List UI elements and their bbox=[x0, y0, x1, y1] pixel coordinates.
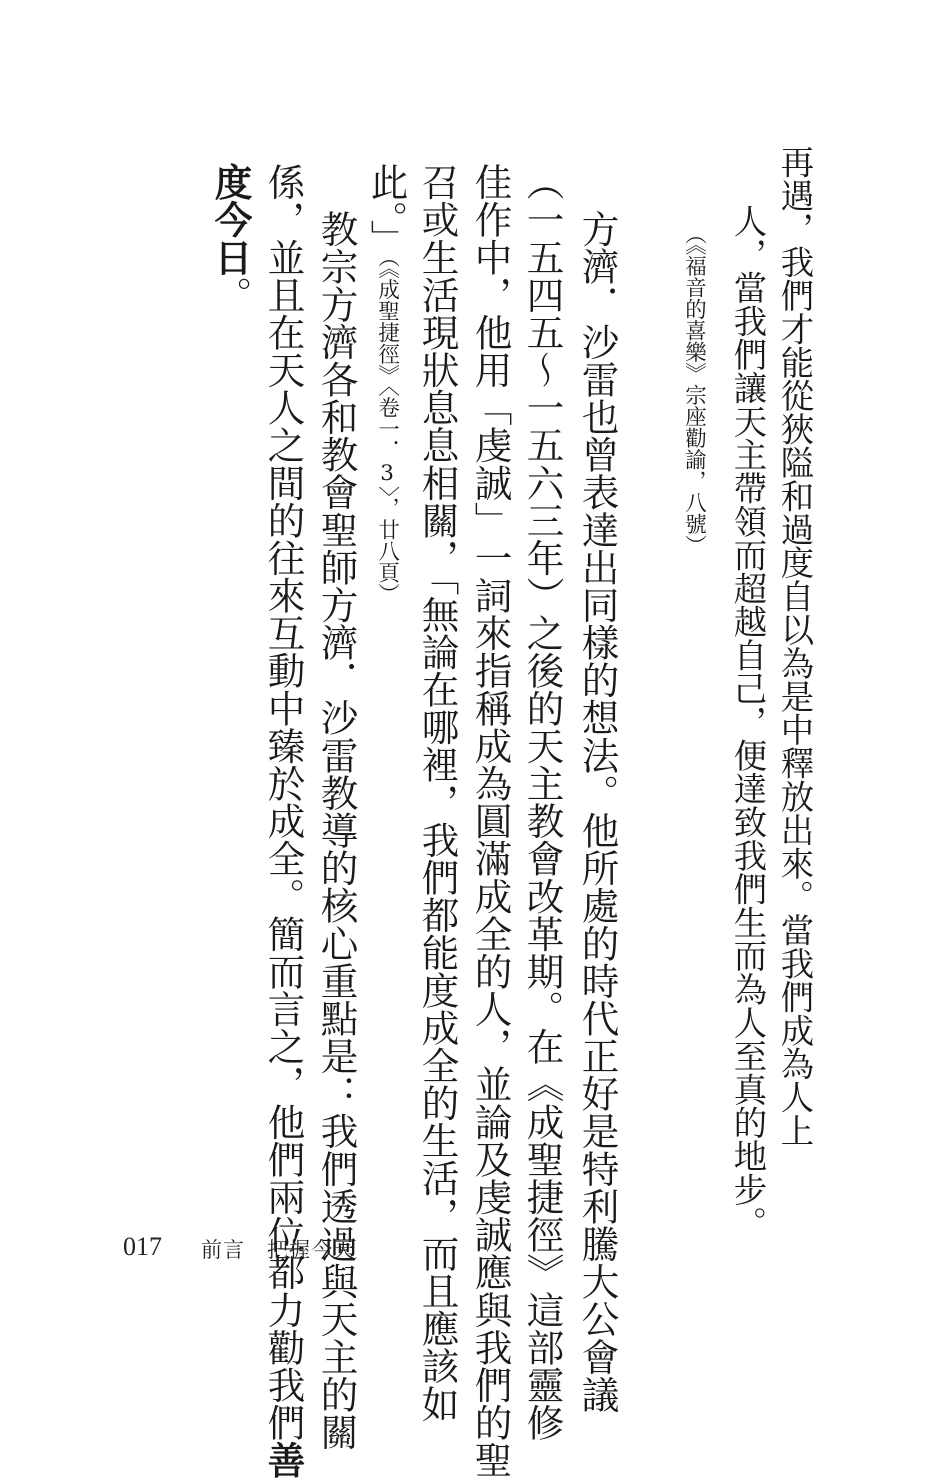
quote-citation: （《福音的喜樂》宗座勸諭，八號） bbox=[681, 223, 707, 557]
paragraph1-line-5 bbox=[364, 163, 409, 605]
paragraph1-line-1: 方濟．沙雷也曾表達出同樣的想法。他所處的時代正好是特利騰大公會議 bbox=[575, 210, 620, 1413]
paragraph2-bold-start: 善 bbox=[261, 1441, 306, 1479]
quote-line-2: 人，當我們讓天主帶領而超越自己，便達致我們生而為人至真的地步。 bbox=[728, 204, 768, 1240]
paragraph2-bold-end: 度今日 bbox=[208, 163, 253, 276]
paragraph1-line-5-text: 此。」 bbox=[364, 163, 409, 257]
quote-line-1: 再遇，我們才能從狹隘和過度自以為是中釋放出來。當我們成為人上 bbox=[775, 145, 815, 1147]
paragraph2-line-2 bbox=[261, 163, 306, 1479]
paragraph2-line-2-text: 係，並且在天人之間的往來互動中臻於成全。簡而言之，他們兩位都力勸我們 bbox=[261, 163, 306, 1442]
paragraph1-inline-citation: （《成聖捷徑》〈卷一．3〉，廿八頁） bbox=[374, 256, 400, 605]
paragraph2-line-1: 教宗方濟各和教會聖師方濟．沙雷教導的核心重點是：我們透過與天主的關 bbox=[314, 210, 359, 1451]
paragraph1-line-2: （一五四五～一五六三年）之後的天主教會改革期。在《成聖捷徑》這部靈修 bbox=[520, 163, 565, 1442]
paragraph2-line-3-end: 。 bbox=[208, 275, 253, 314]
paragraph2-line-3 bbox=[208, 163, 253, 314]
paragraph1-line-4: 召或生活現狀息息相關，「無論在哪裡，我們都能度成全的生活，而且應該如 bbox=[415, 163, 460, 1423]
page-number: 017 bbox=[123, 1232, 162, 1261]
paragraph1-line-3: 佳作中，他用「虔誠」一詞來指稱成為圓滿成全的人，並論及虔誠應與我們的聖 bbox=[468, 163, 513, 1479]
running-title: 前言 把握今天 bbox=[201, 1238, 355, 1262]
